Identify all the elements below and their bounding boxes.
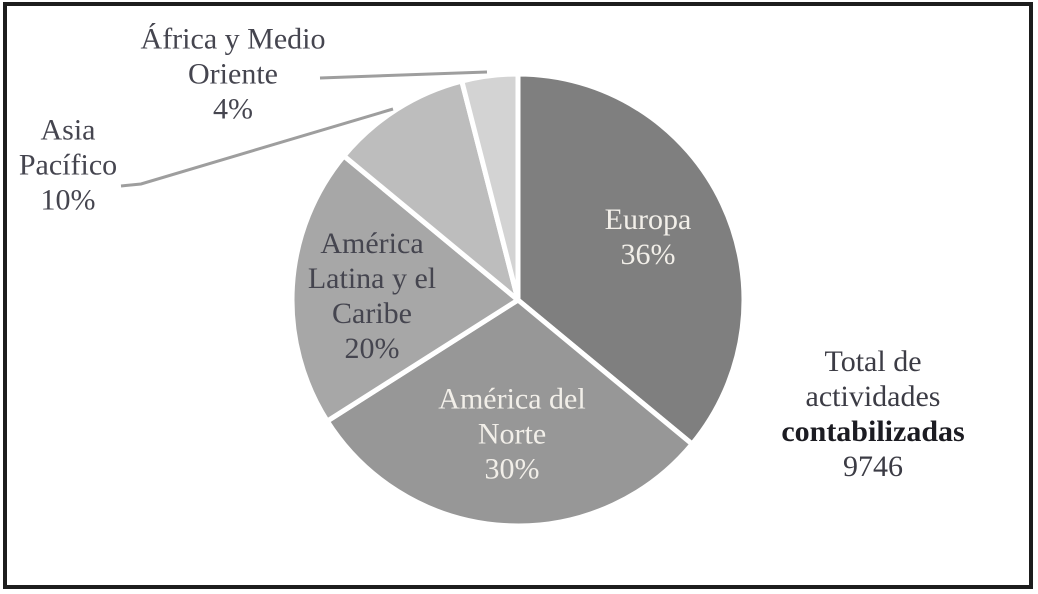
label-america-latina-caribe <box>308 226 436 366</box>
label-line: 9746 <box>842 450 903 483</box>
label-line: 30% <box>484 452 540 486</box>
label-line: América del <box>438 382 586 416</box>
label-line: 4% <box>213 92 253 126</box>
label-line: Asia <box>40 113 96 147</box>
label-line: Europa <box>604 203 692 236</box>
label-line: actividades <box>805 380 941 413</box>
label-europa <box>605 202 692 272</box>
label-america-del-norte <box>438 382 585 487</box>
label-asia-pacifico <box>19 113 117 218</box>
label-line: 10% <box>40 183 96 217</box>
leader-line-africa <box>320 72 487 78</box>
label-line: Latina y el <box>307 262 437 295</box>
label-line: África y Medio <box>140 22 326 56</box>
label-africa-medio-oriente <box>141 22 326 127</box>
label-line: Norte <box>477 417 547 451</box>
label-line: 36% <box>620 238 676 271</box>
label-line: contabilizadas <box>781 415 965 448</box>
label-line: Total de <box>824 345 922 378</box>
label-line: Oriente <box>188 57 278 91</box>
label-total-actividades <box>781 344 964 484</box>
label-line: 20% <box>344 332 400 365</box>
label-line: Caribe <box>332 297 412 330</box>
label-line: América <box>320 227 424 260</box>
label-line: Pacífico <box>18 148 118 182</box>
